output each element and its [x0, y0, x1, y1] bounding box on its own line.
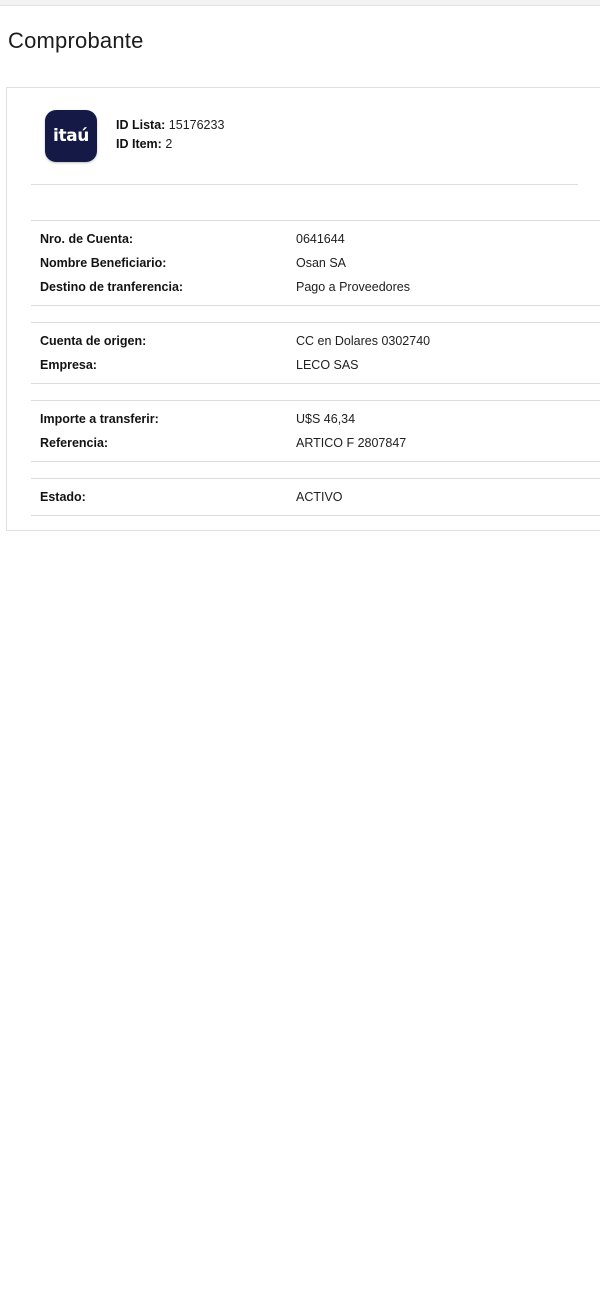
row-value: Pago a Proveedores	[296, 280, 410, 294]
detail-row	[31, 275, 600, 299]
id-lista-value: 15176233	[168, 118, 225, 132]
row-label: Estado:	[40, 490, 86, 504]
row-value: 0641644	[296, 232, 345, 246]
detail-row	[31, 329, 600, 353]
row-value: ARTICO F 2807847	[296, 436, 407, 450]
row-value: Osan SA	[296, 256, 347, 270]
row-label: Destino de tranferencia:	[40, 280, 184, 294]
row-value: U$S 46,34	[296, 412, 356, 426]
detail-row	[31, 407, 600, 431]
detail-section-beneficiary	[31, 220, 600, 306]
row-label: Referencia:	[40, 436, 109, 450]
browser-topbar	[0, 0, 600, 6]
identifier-block	[116, 110, 224, 155]
detail-row	[31, 227, 600, 251]
receipt-card	[6, 87, 600, 531]
row-value: CC en Dolares 0302740	[296, 334, 431, 348]
brand-row	[7, 88, 600, 162]
identifier-row	[116, 116, 224, 135]
row-label: Empresa:	[40, 358, 97, 372]
id-lista-label: ID Lista:	[116, 118, 166, 132]
row-label: Nombre Beneficiario:	[40, 256, 167, 270]
detail-row	[31, 485, 600, 509]
row-value: LECO SAS	[296, 358, 359, 372]
detail-row	[31, 431, 600, 455]
detail-section-status	[31, 478, 600, 516]
identifier-row	[116, 135, 224, 154]
status-badge: ACTIVO	[296, 490, 343, 504]
itau-logo-icon	[45, 110, 97, 162]
detail-section-amount	[31, 400, 600, 462]
row-label: Cuenta de origen:	[40, 334, 147, 348]
id-item-value: 2	[165, 137, 173, 152]
detail-row	[31, 353, 600, 377]
itau-logo-text: itaú	[53, 126, 89, 146]
row-label: Importe a transferir:	[40, 412, 159, 426]
page-title: Comprobante	[8, 28, 144, 53]
header-divider	[31, 184, 578, 185]
detail-section-origin	[31, 322, 600, 384]
row-label: Nro. de Cuenta:	[40, 232, 134, 246]
id-item-label: ID Item:	[116, 137, 162, 152]
detail-row	[31, 251, 600, 275]
